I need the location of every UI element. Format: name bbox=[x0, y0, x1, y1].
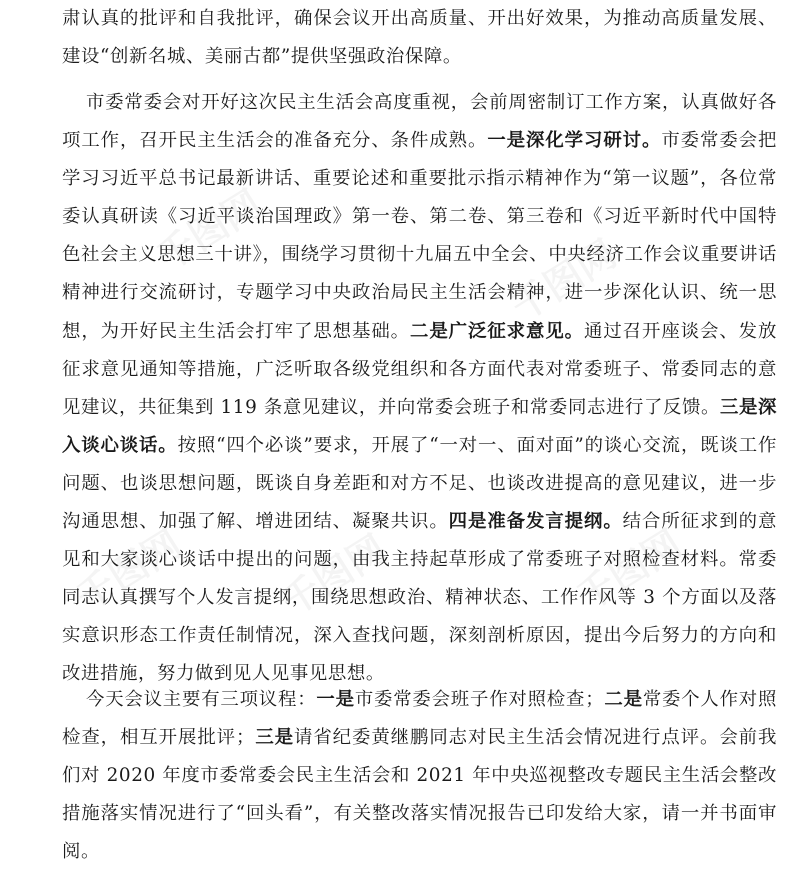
point-heading-2: 二是广泛征求意见。 bbox=[410, 320, 584, 342]
point-heading-1: 一是深化学习研讨。 bbox=[487, 130, 662, 152]
agenda-item-1: 市委常委会班子作对照检查； bbox=[354, 689, 605, 710]
paragraph-2-intro: 市委常委会对开好这次民主生活会高度重视，会前周密制订工作方案，认真做好各项工作，召开民主生活会的准备充分、条件成熟。 bbox=[62, 92, 777, 152]
point-text-3: 按照“四个必谈”要求，开展了“一对一、面对面”的谈心交流，既谈工作问题、也谈思想问题，既谈自身差距和对方不足、也谈改进提高的意见建议，进一步沟通思想、加强了解、增进团结、凝聚共识。 bbox=[62, 434, 777, 533]
paragraph-1 bbox=[62, 0, 777, 76]
point-heading-3: 三是深入谈心谈话。 bbox=[62, 396, 777, 456]
agenda-item-2: 常委个人作对照检查，相互开展批评； bbox=[62, 689, 778, 749]
point-heading-4: 四是准备发言提纲。 bbox=[448, 511, 623, 533]
agenda-marker-1: 一是 bbox=[316, 689, 355, 710]
agenda-intro: 今天会议主要有三项议程： bbox=[86, 689, 317, 710]
point-text-4: 结合所征求到的意见和大家谈心谈话中提出的问题，由我主持起草形成了常委班子对照检查材料。常委同志认真撰写个人发言提纲，围绕思想政治、精神状态、工作作风等 3 个方面以及落实意识形态工作责任制情况，深入查找问题，深刻剖析原因，提出今后努力的方向和改进措施，努力做到见人见事见思想。 bbox=[62, 511, 777, 685]
agenda-marker-3: 三是 bbox=[255, 727, 295, 749]
point-text-2: 通过召开座谈会、发放征求意见通知等措施，广泛听取各级党组织和各方面代表对常委班子、常委同志的意见建议，共征集到 119 条意见建议，并向常委会班子和常委同志进行了反馈。 bbox=[62, 320, 777, 418]
agenda-item-3: 请省纪委黄继鹏同志对民主生活会情况进行点评。会前我们对 2020 年度市委常委会民主生活会和 2021 年中央巡视整改专题民主生活会整改措施落实情况进行了“回头看”，有关整改落实情况报告已印发给大家，请一并书面审阅。 bbox=[62, 727, 777, 863]
point-text-1: 市委常委会把学习习近平总书记最新讲话、重要论述和重要批示指示精神作为“第一议题”，各位常委认真研读《习近平谈治国理政》第一卷、第二卷、第三卷和《习近平新时代中国特色社会主义思想三十讲》，围绕学习贯彻十九届五中全会、中央经济工作会议重要讲话精神进行交流研讨，专题学习中央政治局民主生活会精神，进一步深化认识、统一思想，为开好民主生活会打牢了思想基础。 bbox=[62, 130, 777, 342]
agenda-marker-2: 二是 bbox=[604, 689, 643, 710]
paragraph-2 bbox=[62, 84, 777, 694]
paragraph-3 bbox=[62, 681, 777, 871]
paragraph-1-text: 肃认真的批评和自我批评，确保会议开出高质量、开出好效果，为推动高质量发展、建设“创新名城、美丽古都”提供坚强政治保障。 bbox=[62, 8, 777, 68]
